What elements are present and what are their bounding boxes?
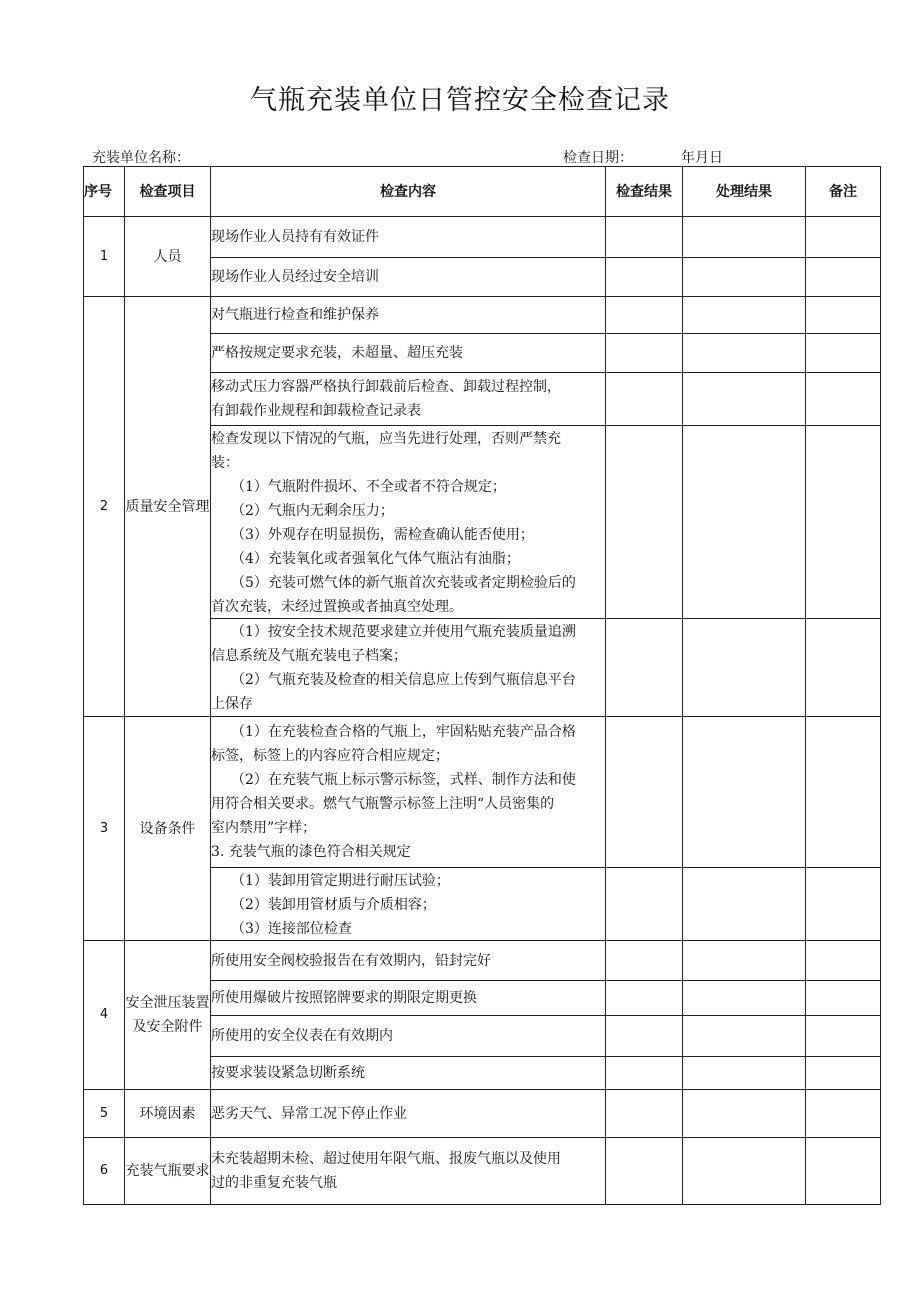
- check-result-cell[interactable]: [606, 1090, 683, 1138]
- content-line: （2）气瓶充装及检查的相关信息应上传到气瓶信息平台: [231, 671, 576, 688]
- handle-result-cell[interactable]: [683, 258, 806, 297]
- header-remark: 备注: [806, 167, 881, 217]
- unit-name-field: [92, 147, 190, 167]
- content-line: 上保存: [211, 695, 253, 712]
- content-line: 3. 充装气瓶的漆色符合相关规定: [211, 844, 411, 860]
- check-content: [211, 868, 606, 941]
- content-line: 对气瓶进行检查和维护保养: [211, 307, 379, 323]
- content-line: 按要求装设紧急切断系统: [211, 1065, 365, 1081]
- remark-cell[interactable]: [806, 981, 881, 1016]
- handle-result-cell[interactable]: [683, 717, 806, 868]
- page-title: 气瓶充装单位日管控安全检查记录: [250, 85, 670, 116]
- inspection-table: [83, 166, 881, 1205]
- row-category: 充装气瓶要求: [125, 1138, 211, 1205]
- inspection-date-field: [563, 147, 723, 167]
- remark-cell[interactable]: [806, 941, 881, 981]
- check-result-cell[interactable]: [606, 258, 683, 297]
- check-result-cell[interactable]: [606, 426, 683, 619]
- row-category: 安全泄压装置及安全附件: [125, 941, 211, 1090]
- handle-result-cell[interactable]: [683, 373, 806, 426]
- check-content: [211, 1138, 606, 1205]
- check-content: [211, 619, 606, 717]
- handle-result-cell[interactable]: [683, 217, 806, 258]
- handle-result-cell[interactable]: [683, 297, 806, 334]
- check-result-cell[interactable]: [606, 941, 683, 981]
- check-result-cell[interactable]: [606, 334, 683, 373]
- handle-result-cell[interactable]: [683, 1138, 806, 1205]
- table-row: [84, 297, 881, 334]
- handle-result-cell[interactable]: [683, 941, 806, 981]
- handle-result-cell[interactable]: [683, 1090, 806, 1138]
- content-line: （4）充装氧化或者强氧化气体气瓶沾有油脂；: [231, 550, 520, 567]
- handle-result-cell[interactable]: [683, 868, 806, 941]
- table-row: [84, 717, 881, 868]
- content-line: （3）外观存在明显损伤，需检查确认能否使用；: [231, 526, 534, 543]
- table-row: [84, 1090, 881, 1138]
- table-row: [84, 217, 881, 258]
- content-line: 装：: [211, 454, 239, 471]
- header-seq: 序号: [84, 167, 125, 217]
- inspection-date-label: 检查日期：: [563, 150, 633, 166]
- content-line: 有卸载作业规程和卸载检查记录表: [211, 403, 421, 419]
- content-line: 过的非重复充装气瓶: [211, 1175, 337, 1191]
- content-line: （2）在充装气瓶上标示警示标签，式样、制作方法和使: [231, 772, 576, 788]
- check-result-cell[interactable]: [606, 981, 683, 1016]
- row-seq: 5: [84, 1090, 125, 1138]
- row-seq: 6: [84, 1138, 125, 1205]
- header-check-result: 检查结果: [606, 167, 683, 217]
- remark-cell[interactable]: [806, 1090, 881, 1138]
- check-content: [211, 217, 606, 258]
- header-item: 检查项目: [125, 167, 211, 217]
- unit-name-label: 充装单位名称：: [92, 150, 190, 166]
- check-content: [211, 981, 606, 1016]
- check-result-cell[interactable]: [606, 868, 683, 941]
- content-line: 信息系统及气瓶充装电子档案；: [211, 647, 407, 664]
- check-content: [211, 1090, 606, 1138]
- check-content: [211, 297, 606, 334]
- remark-cell[interactable]: [806, 1138, 881, 1205]
- content-line: 标签，标签上的内容应符合相应规定；: [211, 748, 449, 764]
- remark-cell[interactable]: [806, 258, 881, 297]
- remark-cell[interactable]: [806, 217, 881, 258]
- check-result-cell[interactable]: [606, 717, 683, 868]
- remark-cell[interactable]: [806, 619, 881, 717]
- row-category: 质量安全管理: [125, 297, 211, 717]
- row-category: 设备条件: [125, 717, 211, 941]
- header-row: [84, 167, 881, 217]
- remark-cell[interactable]: [806, 373, 881, 426]
- row-category: 环境因素: [125, 1090, 211, 1138]
- check-content: [211, 941, 606, 981]
- handle-result-cell[interactable]: [683, 619, 806, 717]
- content-line: （2）装卸用管材质与介质相容；: [231, 896, 436, 913]
- check-result-cell[interactable]: [606, 1138, 683, 1205]
- content-line: 用符合相关要求。燃气气瓶警示标签上注明“人员密集的: [211, 796, 555, 812]
- check-content: [211, 426, 606, 619]
- row-seq: 3: [84, 717, 125, 941]
- content-line: （5）充装可燃气体的新气瓶首次充装或者定期检验后的: [231, 574, 576, 591]
- check-result-cell[interactable]: [606, 1057, 683, 1090]
- remark-cell[interactable]: [806, 868, 881, 941]
- content-line: （1）按安全技术规范要求建立并使用气瓶充装质量追溯: [231, 623, 576, 640]
- remark-cell[interactable]: [806, 297, 881, 334]
- check-result-cell[interactable]: [606, 619, 683, 717]
- content-line: 所使用爆破片按照铭牌要求的期限定期更换: [211, 990, 477, 1006]
- content-line: 现场作业人员经过安全培训: [211, 269, 379, 285]
- row-seq: 4: [84, 941, 125, 1090]
- inspection-date-value: 年月日: [681, 150, 723, 166]
- check-result-cell[interactable]: [606, 1016, 683, 1057]
- remark-cell[interactable]: [806, 1016, 881, 1057]
- content-line: 所使用的安全仪表在有效期内: [211, 1028, 393, 1044]
- check-content: [211, 717, 606, 868]
- content-line: （1）在充装检查合格的气瓶上，牢固粘贴充装产品合格: [231, 724, 576, 740]
- check-content: [211, 334, 606, 373]
- content-line: 所使用安全阀校验报告在有效期内，铅封完好: [211, 952, 491, 969]
- content-line: 恶劣天气、异常工况下停止作业: [211, 1105, 407, 1122]
- content-line: 未充装超期未检、超过使用年限气瓶、报废气瓶以及使用: [211, 1151, 561, 1167]
- content-line: （1）装卸用管定期进行耐压试验；: [231, 872, 450, 889]
- handle-result-cell[interactable]: [683, 334, 806, 373]
- table-row: [84, 1138, 881, 1205]
- content-line: 现场作业人员持有有效证件: [211, 229, 379, 245]
- remark-cell[interactable]: [806, 717, 881, 868]
- content-line: 移动式压力容器严格执行卸载前后检查、卸载过程控制，: [211, 379, 561, 395]
- content-line: 室内禁用”字样；: [211, 820, 317, 836]
- row-seq: 1: [84, 217, 125, 297]
- content-line: 严格按规定要求充装，未超量、超压充装: [211, 345, 463, 361]
- remark-cell[interactable]: [806, 426, 881, 619]
- remark-cell[interactable]: [806, 334, 881, 373]
- check-content: [211, 373, 606, 426]
- content-line: （3）连接部位检查: [231, 920, 352, 937]
- handle-result-cell[interactable]: [683, 1016, 806, 1057]
- header-content: 检查内容: [211, 167, 606, 217]
- handle-result-cell[interactable]: [683, 426, 806, 619]
- content-line: （2）气瓶内无剩余压力；: [231, 502, 394, 519]
- header-handle-result: 处理结果: [683, 167, 806, 217]
- table-row: [84, 941, 881, 981]
- check-content: [211, 258, 606, 297]
- check-content: [211, 1016, 606, 1057]
- content-line: 检查发现以下情况的气瓶，应当先进行处理，否则严禁充: [211, 430, 561, 447]
- content-line: 首次充装，未经过置换或者抽真空处理。: [211, 598, 463, 615]
- check-result-cell[interactable]: [606, 297, 683, 334]
- content-line: （1）气瓶附件损坏、不全或者不符合规定；: [231, 478, 506, 495]
- remark-cell[interactable]: [806, 1057, 881, 1090]
- row-seq: 2: [84, 297, 125, 717]
- check-result-cell[interactable]: [606, 217, 683, 258]
- handle-result-cell[interactable]: [683, 981, 806, 1016]
- row-category: 人员: [125, 217, 211, 297]
- check-content: [211, 1057, 606, 1090]
- handle-result-cell[interactable]: [683, 1057, 806, 1090]
- check-result-cell[interactable]: [606, 373, 683, 426]
